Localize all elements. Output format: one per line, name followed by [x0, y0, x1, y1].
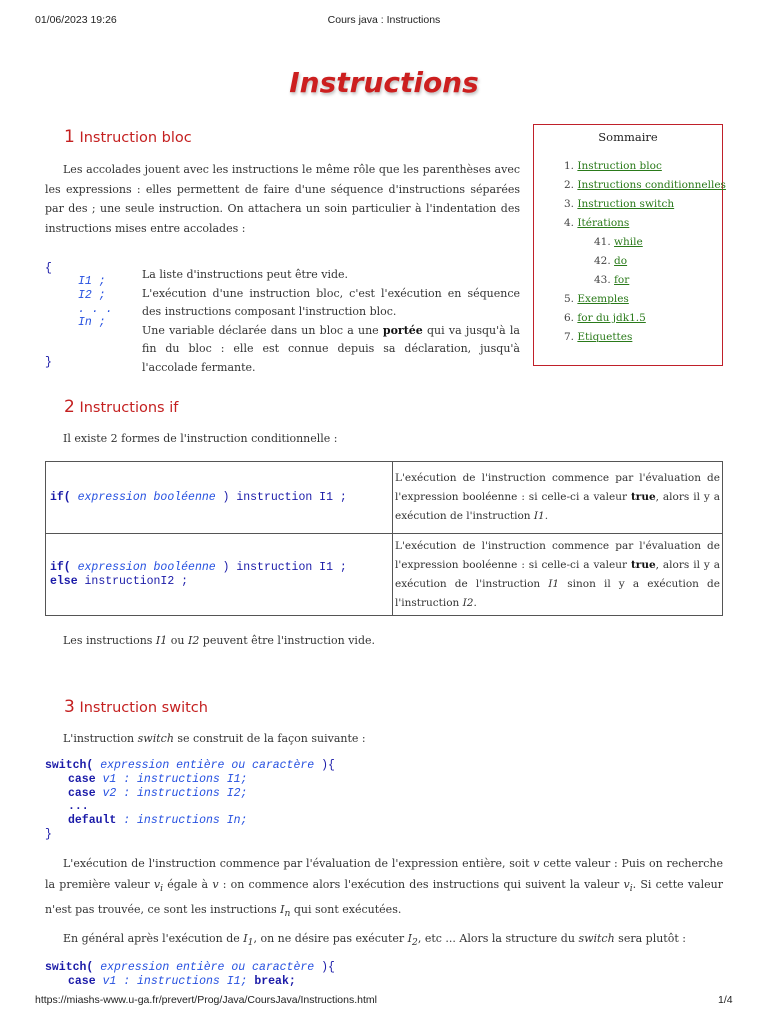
- section-2-after: Les instructions I1 ou I2 peuvent être l'instruction vide.: [63, 634, 376, 647]
- toc-link-switch[interactable]: Instruction switch: [577, 198, 675, 210]
- switch-code-case-1: case v1 : instructions I1;: [68, 773, 248, 786]
- section-3-intro: L'instruction switch se construit de la façon suivante :: [63, 732, 366, 745]
- section-3-paragraph-2: En général après l'exécution de $I_1$, on ne désire pas exécuter $I_2$, etc ... Alors la structure du switch sera plutôt :: [63, 932, 686, 949]
- switch-break-code-case-1: case v1 : instructions I1; break;: [68, 975, 296, 988]
- toc-link-exemples[interactable]: Exemples: [577, 293, 629, 305]
- block-notes: [142, 266, 520, 377]
- toc-link-instruction-bloc[interactable]: Instruction bloc: [577, 160, 662, 172]
- if-description-cell: L'exécution de l'instruction commence par l'évaluation de l'expression booléenne : si celle-ci a valeur true, alors il y a exécution de l'instruction I1.: [393, 462, 723, 534]
- if-syntax-cell: if( expression booléenne ) instruction I1 ;: [46, 462, 393, 534]
- print-footer-page: 1/4: [718, 994, 733, 1006]
- toc-item: 1. Instruction bloc: [564, 160, 662, 172]
- block-code-dots: . . .: [78, 303, 113, 316]
- print-footer-url[interactable]: https://miashs-www.u-ga.fr/prevert/Prog/Java/CoursJava/Instructions.html: [35, 994, 377, 1006]
- toc-item: 41. while: [594, 236, 643, 248]
- print-header-title: Cours java : Instructions: [327, 14, 441, 26]
- section-3-heading: 3 Instruction switch: [64, 697, 208, 717]
- switch-code-line-1: switch( expression entière ou caractère ){: [45, 759, 335, 772]
- toc-item: 42. do: [594, 255, 628, 267]
- table-row: [46, 534, 723, 616]
- if-else-description-cell: L'exécution de l'instruction commence par l'évaluation de l'expression booléenne : si celle-ci a valeur true, alors il y a exécution de l'instruction I1 sinon il y a exécution de l'instruction I2.: [393, 534, 723, 616]
- toc-item: 4. Itérations: [564, 217, 630, 229]
- table-of-contents: [533, 124, 726, 366]
- block-code-open: {: [45, 262, 52, 275]
- block-code-i1: I1 ;: [78, 275, 106, 288]
- toc-link-etiquettes[interactable]: Etiquettes: [577, 331, 633, 343]
- section-2-intro: Il existe 2 formes de l'instruction conditionnelle :: [63, 432, 338, 445]
- switch-code-dots: ...: [68, 800, 89, 813]
- switch-code-case-2: case v2 : instructions I2;: [68, 787, 248, 800]
- toc-link-for[interactable]: for: [614, 274, 630, 286]
- section-1-paragraph: Les accolades jouent avec les instructions le même rôle que les parenthèses avec les expressions : elles permettent de faire d'une séquence d'instructions séparées par des ; une seule instruction. On attachera un soin particulier à l'indentation des instructions mises entre accolades :: [45, 163, 520, 235]
- toc-item: 5. Exemples: [564, 293, 629, 305]
- toc-link-iterations[interactable]: Itérations: [577, 217, 630, 229]
- toc-link-while[interactable]: while: [614, 236, 643, 248]
- page-title: Instructions: [289, 66, 479, 99]
- if-else-syntax-cell: if( expression booléenne ) instruction I1 ; else instructionI2 ;: [46, 534, 393, 616]
- if-forms-table: [45, 461, 723, 616]
- toc-link-do[interactable]: do: [614, 255, 628, 267]
- toc-title: Sommaire: [598, 130, 658, 144]
- switch-break-code-line-1: switch( expression entière ou caractère ){: [45, 961, 335, 974]
- section-2-heading: 2 Instructions if: [64, 397, 179, 417]
- block-note-scope: Une variable déclarée dans un bloc a une portée qui va jusqu'à la fin du bloc : elle est connue depuis sa déclaration, jusqu'à l'accolade fermante.: [142, 323, 520, 374]
- toc-item: 2. Instructions conditionnelles: [564, 179, 726, 191]
- toc-item: 43. for: [594, 274, 630, 286]
- block-code-close: }: [45, 356, 52, 369]
- toc-item: 3. Instruction switch: [564, 198, 675, 210]
- table-row: [46, 462, 723, 534]
- section-3-paragraph-1: L'exécution de l'instruction commence par l'évaluation de l'expression entière, soit v cette valeur : Puis on recherche la première valeur $v_i$ égale à v : on commence alors l'exécution des instructions qui suivent la valeur $v_i$. Si cette valeur n'est pas trouvée, ce sont les instructions $I_n$ qui sont exécutées.: [45, 857, 723, 920]
- toc-item: 6. for du jdk1.5: [564, 312, 646, 324]
- toc-link-for-jdk[interactable]: for du jdk1.5: [577, 312, 646, 324]
- block-note-empty: La liste d'instructions peut être vide.: [142, 268, 349, 281]
- switch-code-close: }: [45, 828, 52, 841]
- block-code-i2: I2 ;: [78, 289, 106, 302]
- switch-code-default: default : instructions In;: [68, 814, 248, 827]
- print-header-datetime: 01/06/2023 19:26: [35, 14, 117, 26]
- toc-link-conditionnelles[interactable]: Instructions conditionnelles: [577, 179, 726, 191]
- block-code-in: In ;: [78, 316, 106, 329]
- section-1-heading: 1 Instruction bloc: [64, 127, 192, 147]
- block-note-execution: L'exécution d'une instruction bloc, c'est l'exécution en séquence des instructions composant l'instruction bloc.: [142, 286, 520, 318]
- toc-item: 7. Etiquettes: [564, 331, 633, 343]
